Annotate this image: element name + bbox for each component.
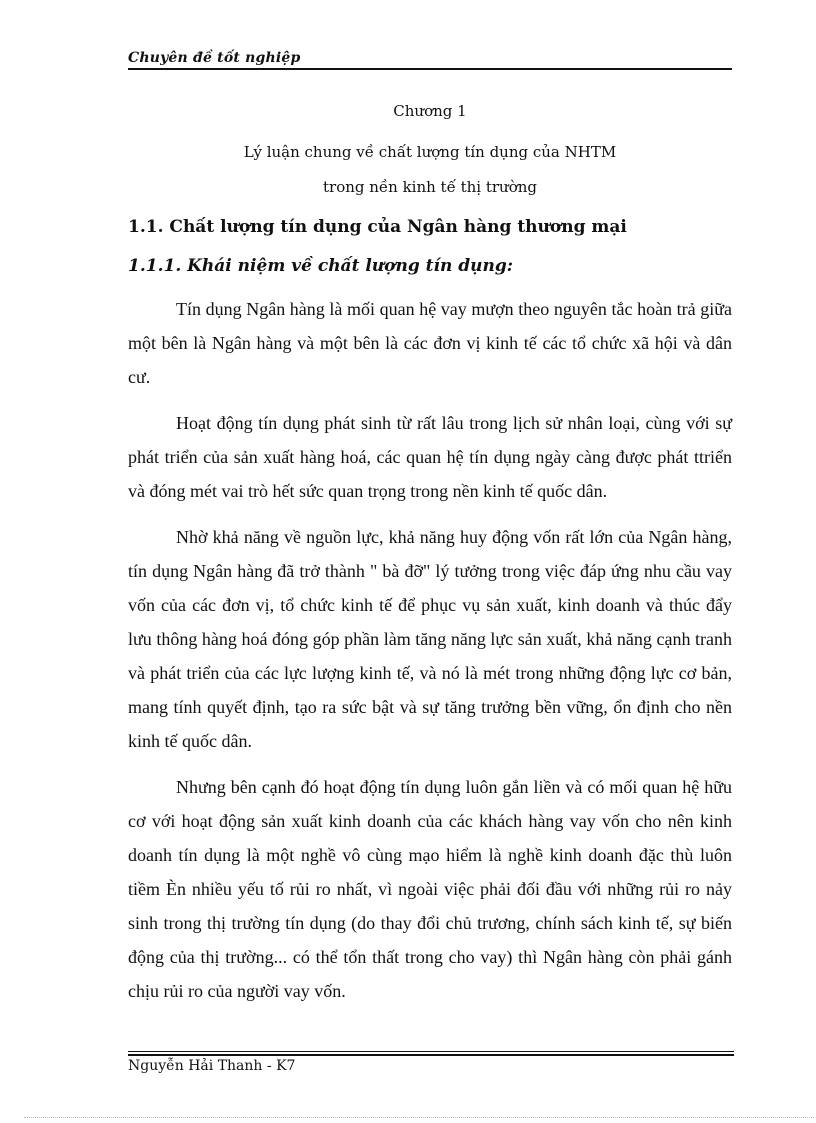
- page-edge-divider: [24, 1117, 814, 1118]
- header-rule: [128, 68, 732, 70]
- body-text: [128, 292, 732, 1020]
- paragraph: Nhờ khả năng về nguồn lực, khả năng huy động vốn rất lớn của Ngân hàng, tín dụng Ngân hàng đã trở thành " bà đỡ" lý tưởng trong việc đáp ứng nhu cầu vay vốn của các đơn vị, tổ chức kinh tế để phục vụ sản xuất, kinh doanh và thúc đẩy lưu thông hàng hoá đóng góp phần làm tăng năng lực sản xuất, khả năng cạnh tranh và phát triển của các lực lượng kinh tế, và nó là mét trong những động lực cơ bản, mang tính quyết định, tạo ra sức bật và sự tăng trưởng bền vững, ổn định cho nền kinh tế quốc dân.: [128, 527, 732, 751]
- footer-rule-top: [128, 1051, 734, 1052]
- running-footer: Nguyễn Hải Thanh - K7: [128, 1058, 296, 1074]
- chapter-title-line-1: Lý luận chung về chất lượng tín dụng của NHTM: [243, 143, 617, 161]
- chapter-number: Chương 1: [393, 102, 467, 120]
- paragraph: Tín dụng Ngân hàng là mối quan hệ vay mượn theo nguyên tắc hoàn trả giữa một bên là Ngân hàng và một bên là các đơn vị kinh tế các tổ chức xã hội và dân cư.: [128, 299, 732, 387]
- paragraph: Nhưng bên cạnh đó hoạt động tín dụng luôn gắn liền và có mối quan hệ hữu cơ với hoạt động sản xuất kinh doanh của các khách hàng vay vốn cho nên kinh doanh tín dụng là một nghề vô cùng mạo hiểm là nghề kinh doanh đặc thù luôn tiềm Èn nhiều yếu tố rủi ro nhất, vì ngoài việc phải đối đầu với những rủi ro nảy sinh trong thị trường tín dụng (do thay đổi chủ trương, chính sách kinh tế, sự biến động của thị trường... có thể tổn thất trong cho vay) thì Ngân hàng còn phải gánh chịu rủi ro của người vay vốn.: [128, 777, 732, 1001]
- section-heading: 1.1. Chất lượng tín dụng của Ngân hàng thương mại: [128, 217, 627, 237]
- paragraph: Hoạt động tín dụng phát sinh từ rất lâu trong lịch sử nhân loại, cùng với sự phát triển của sản xuất hàng hoá, các quan hệ tín dụng ngày càng được phát ttriển và đóng mét vai trò hết sức quan trọng trong nền kinh tế quốc dân.: [128, 413, 732, 501]
- footer-rule-bottom: [128, 1054, 734, 1056]
- subsection-heading: 1.1.1. Khái niệm về chất lượng tín dụng:: [128, 256, 514, 276]
- chapter-title-line-2: trong nền kinh tế thị trường: [323, 178, 537, 196]
- running-header: Chuyên đề tốt nghiệp: [128, 50, 301, 66]
